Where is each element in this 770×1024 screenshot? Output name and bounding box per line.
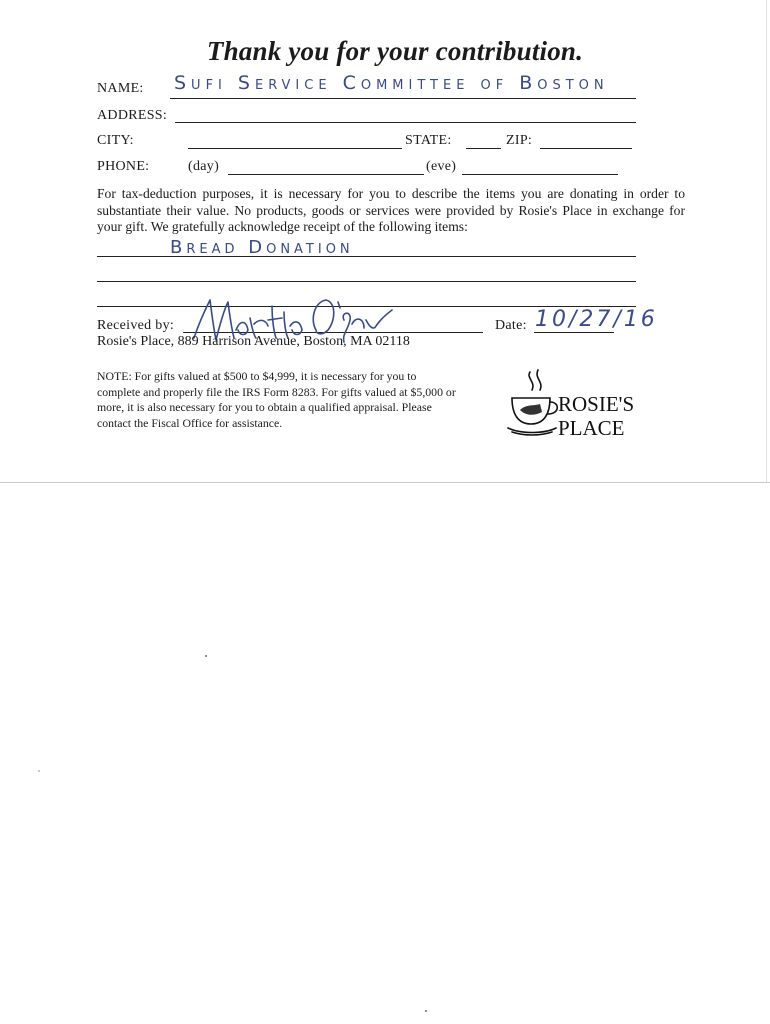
date-handwritten-value: 10/27/16 [535, 307, 658, 332]
phone-label: PHONE: [97, 159, 150, 174]
page-title: Thank you for your contribution. [206, 36, 584, 66]
teacup-icon [508, 370, 557, 435]
items-handwritten-value: Bread Donation [170, 237, 354, 258]
scan-speck [38, 770, 40, 772]
phone-eve-line [462, 174, 618, 175]
date-line [534, 332, 614, 333]
items-line-2 [97, 281, 636, 282]
state-label: STATE: [405, 133, 452, 148]
phone-eve-label: (eve) [426, 159, 457, 174]
tax-deduction-paragraph: For tax-deduction purposes, it is necessary for you to describe the items you are donating in order to substantiate their value. No products, goods or services were provided by Rosie's Place in exchange for your gift. We gratefully acknowledge receipt of the following items: [97, 186, 685, 234]
state-line [466, 148, 501, 149]
address-label: ADDRESS: [97, 108, 168, 123]
logo-line-2: PLACE [558, 416, 625, 440]
scan-slip-right-edge [766, 0, 767, 482]
organization-address: Rosie's Place, 889 Harrison Avenue, Boston, MA 02118 [97, 334, 410, 349]
scan-slip-edge [0, 482, 770, 483]
scan-speck [425, 1010, 427, 1012]
scan-speck [205, 655, 207, 657]
name-label: NAME: [97, 81, 144, 96]
phone-day-line [228, 174, 424, 175]
logo-line-1: ROSIE'S [558, 392, 635, 416]
irs-note: NOTE: For gifts valued at $500 to $4,999, it is necessary for you to complete and properly file the IRS Form 8283. For gifts valued at $5,000 or more, it is also necessary for you to obtain a qualified appraisal. Please contact the Fiscal Office for assistance. [97, 369, 456, 430]
logo-wordmark [558, 392, 634, 440]
zip-line [540, 148, 632, 149]
zip-label: ZIP: [506, 133, 533, 148]
name-handwritten-value: Sufi Service Committee of Boston [174, 72, 609, 94]
city-line [188, 148, 402, 149]
address-line [175, 122, 636, 123]
received-by-label: Received by: [97, 318, 175, 333]
date-label: Date: [495, 318, 527, 333]
city-label: CITY: [97, 133, 134, 148]
phone-day-label: (day) [188, 159, 220, 174]
name-line [170, 98, 636, 99]
